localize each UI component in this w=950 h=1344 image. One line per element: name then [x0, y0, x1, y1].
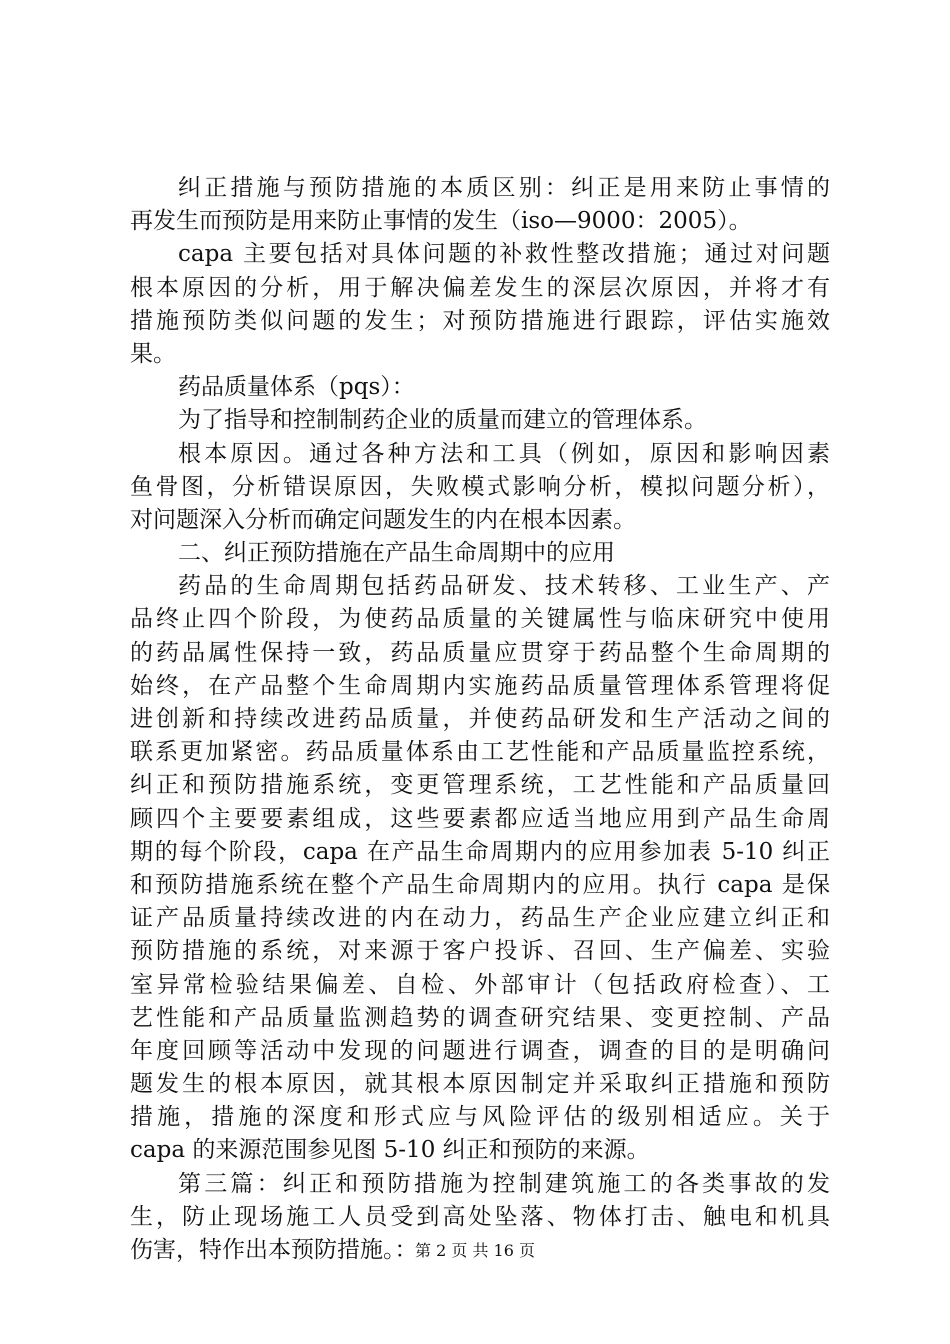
text-line: 药品的生命周期包括药品研发、技术转移、工业生产、产	[178, 573, 830, 600]
text-line: 措施预防类似问题的发生；对预防措施进行跟踪，评估实施效	[130, 307, 830, 334]
text-line: 联系更加紧密。药品质量体系由工艺性能和产品质量监控系统，	[130, 739, 830, 766]
text-line: 果。	[130, 340, 176, 367]
document-body	[130, 172, 830, 1267]
text-line: 鱼骨图，分析错误原因，失败模式影响分析，模拟问题分析），	[130, 473, 830, 500]
text-line: capa 的来源范围参见图 5-10 纠正和预防的来源。	[130, 1137, 650, 1164]
text-line: 纠正措施与预防措施的本质区别：纠正是用来防止事情的	[178, 175, 830, 201]
text-line: 药品质量体系（pqs）：	[178, 374, 415, 401]
text-line: 艺性能和产品质量监测趋势的调查研究结果、变更控制、产品	[130, 1004, 830, 1031]
text-line: 进创新和持续改进药品质量，并使药品研发和生产活动之间的	[130, 706, 830, 732]
text-line: 第三篇：纠正和预防措施为控制建筑施工的各类事故的发	[178, 1170, 830, 1197]
text-line: 顾四个主要要素组成，这些要素都应适当地应用到产品生命周	[130, 805, 830, 832]
text-line: 根本原因的分析，用于解决偏差发生的深层次原因，并将才有	[130, 274, 830, 301]
text-line: 预防措施的系统，对来源于客户投诉、召回、生产偏差、实验	[130, 938, 830, 965]
text-line: 期的每个阶段，capa 在产品生命周期内的应用参加表 5-10 纠正	[130, 838, 830, 865]
text-line: 证产品质量持续改进的内在动力，药品生产企业应建立纠正和	[130, 905, 830, 932]
text-line: 和预防措施系统在整个产品生命周期内的应用。执行 capa 是保	[130, 871, 830, 898]
text-line: 根本原因。通过各种方法和工具（例如，原因和影响因素	[178, 440, 830, 467]
text-line: 年度回顾等活动中发现的问题进行调查，调查的目的是明确问	[130, 1037, 830, 1064]
text-line: 再发生而预防是用来防止事情的发生（iso—9000：2005）。	[130, 208, 752, 235]
text-line: 措施，措施的深度和形式应与风险评估的级别相适应。关于	[130, 1104, 830, 1131]
text-line: 生，防止现场施工人员受到高处坠落、物体打击、触电和机具	[130, 1203, 830, 1230]
text-line: 始终，在产品整个生命周期内实施药品质量管理体系管理将促	[130, 672, 830, 699]
text-line: 纠正和预防措施系统，变更管理系统，工艺性能和产品质量回	[130, 772, 830, 799]
section-heading: 二、纠正预防措施在产品生命周期中的应用	[178, 540, 615, 567]
text-line: 对问题深入分析而确定问题发生的内在根本因素。	[130, 506, 636, 533]
text-line: 题发生的根本原因，就其根本原因制定并采取纠正措施和预防	[130, 1071, 830, 1098]
text-line: capa 主要包括对具体问题的补救性整改措施；通过对问题	[178, 241, 830, 268]
text-line: 品终止四个阶段，为使药品质量的关键属性与临床研究中使用	[130, 606, 830, 633]
text-line: 室异常检验结果偏差、自检、外部审计（包括政府检查）、工	[130, 971, 830, 998]
text-line: 伤害，特作出本预防措施。：	[130, 1237, 418, 1263]
text-line: 为了指导和控制制药企业的质量而建立的管理体系。	[178, 407, 707, 434]
page-number-footer: 第 2 页 共 16 页	[415, 1241, 535, 1260]
text-line: 的药品属性保持一致，药品质量应贯穿于药品整个生命周期的	[130, 639, 830, 666]
